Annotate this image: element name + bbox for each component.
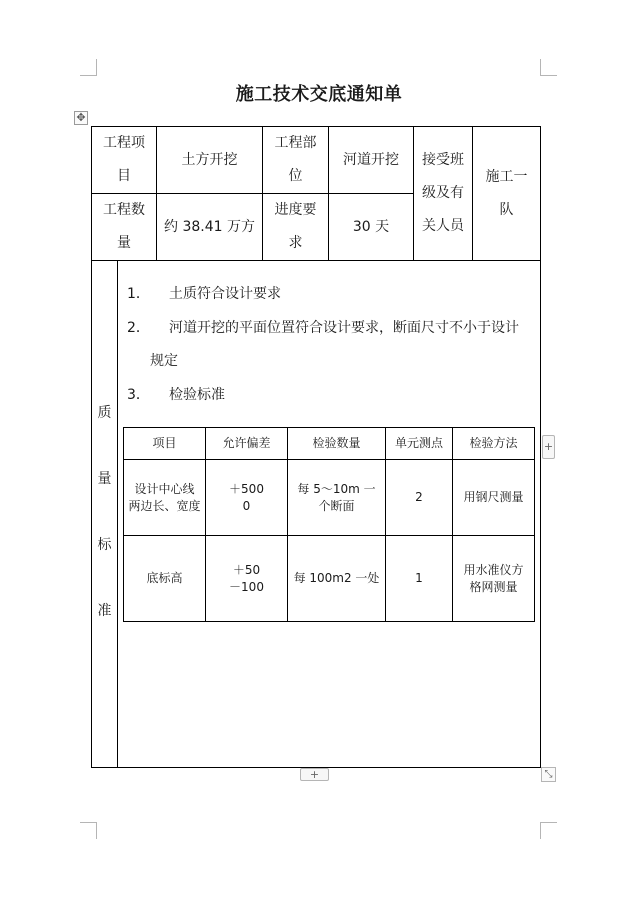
location-value: 河道开挖 <box>343 151 399 168</box>
table-cell-points: 1 <box>415 571 423 585</box>
cell-line: 设计中心线 <box>134 481 195 496</box>
label-line: 关人员 <box>422 218 464 234</box>
table-move-handle[interactable] <box>74 111 88 125</box>
col-header: 检验方法 <box>469 436 518 450</box>
table-cell-item <box>124 460 205 535</box>
item-number: 1． <box>127 286 150 302</box>
table-resize-handle[interactable] <box>541 767 556 782</box>
side-char: 量 <box>97 471 112 487</box>
table-border <box>117 260 118 768</box>
table-cell-method <box>453 536 534 621</box>
page-corner-mark <box>540 59 557 76</box>
inspection-table <box>123 427 535 622</box>
resize-icon: ⤡ <box>544 769 553 780</box>
col-header: 单元测点 <box>394 436 443 450</box>
page-corner-mark <box>80 822 97 839</box>
receiver-label <box>414 127 472 260</box>
label-line: 工程部 <box>274 135 317 151</box>
table-cell-points: 2 <box>415 490 423 504</box>
project-value: 土方开挖 <box>181 151 238 168</box>
page-corner-mark <box>80 59 97 76</box>
quantity-label <box>92 194 156 260</box>
label-line: 级及有 <box>422 185 464 201</box>
cell-line: 用钢尺测量 <box>463 490 524 504</box>
item-number: 2． <box>127 320 150 336</box>
label-line: 位 <box>288 168 303 184</box>
move-icon: ✥ <box>76 111 86 124</box>
add-column-button[interactable] <box>542 435 555 459</box>
add-row-button[interactable] <box>300 768 329 781</box>
cell-line: 每 5～10m 一 <box>297 481 376 496</box>
label-line: 目 <box>117 168 131 184</box>
table-border <box>540 126 541 768</box>
cell-line: 用水准仪方 <box>463 562 524 577</box>
table-cell-quantity <box>288 460 385 535</box>
side-char: 标 <box>97 537 112 553</box>
page-corner-mark <box>540 822 557 839</box>
label-line: 接受班 <box>422 152 464 168</box>
col-header: 允许偏差 <box>222 436 271 450</box>
schedule-label <box>263 194 328 260</box>
table-border <box>91 260 541 261</box>
receiver-value <box>473 127 540 260</box>
label-line: 求 <box>288 235 303 251</box>
value-line: 队 <box>499 201 514 218</box>
quantity-value: 约 38.41 万方 <box>164 218 255 235</box>
table-cell-item <box>124 536 205 621</box>
label-line: 工程数 <box>103 202 145 218</box>
item-text: 规定 <box>150 353 178 369</box>
cell-line: ＋50 <box>232 562 261 577</box>
quality-side-label <box>92 380 117 644</box>
cell-line: 0 <box>242 498 251 513</box>
plus-icon: + <box>543 440 554 453</box>
schedule-value: 30 天 <box>352 218 390 235</box>
label-line: 量 <box>117 235 131 251</box>
cell-line: 两边长、宽度 <box>128 498 201 513</box>
cell-line: 格网测量 <box>469 579 518 594</box>
document-title: 施工技术交底通知单 <box>235 84 403 105</box>
table-cell-method <box>453 460 534 535</box>
col-header: 项目 <box>152 436 177 450</box>
item-number: 3． <box>127 387 150 403</box>
inner-border <box>123 621 535 622</box>
cell-line: －100 <box>229 579 264 594</box>
label-line: 工程项 <box>103 135 145 151</box>
label-line: 进度要 <box>274 202 317 218</box>
project-label <box>92 127 156 193</box>
location-label <box>263 127 328 193</box>
cell-line: 底标高 <box>146 571 183 585</box>
item-text: 土质符合设计要求 <box>169 286 281 302</box>
table-cell-tolerance <box>206 460 287 535</box>
cell-line: ＋500 <box>229 481 264 496</box>
item-text: 检验标准 <box>169 387 225 403</box>
inner-border <box>534 427 535 622</box>
plus-icon: + <box>309 768 320 781</box>
item-text: 河道开挖的平面位置符合设计要求，断面尺寸不小于设计 <box>169 320 519 336</box>
col-header: 检验数量 <box>312 436 361 450</box>
side-char: 质 <box>97 405 112 421</box>
table-cell-tolerance <box>206 536 287 621</box>
table-cell-quantity <box>288 536 385 621</box>
side-char: 准 <box>97 603 112 619</box>
value-line: 施工一 <box>485 168 528 185</box>
cell-line: 每 100m2 一处 <box>293 571 380 585</box>
cell-line: 个断面 <box>318 498 355 513</box>
